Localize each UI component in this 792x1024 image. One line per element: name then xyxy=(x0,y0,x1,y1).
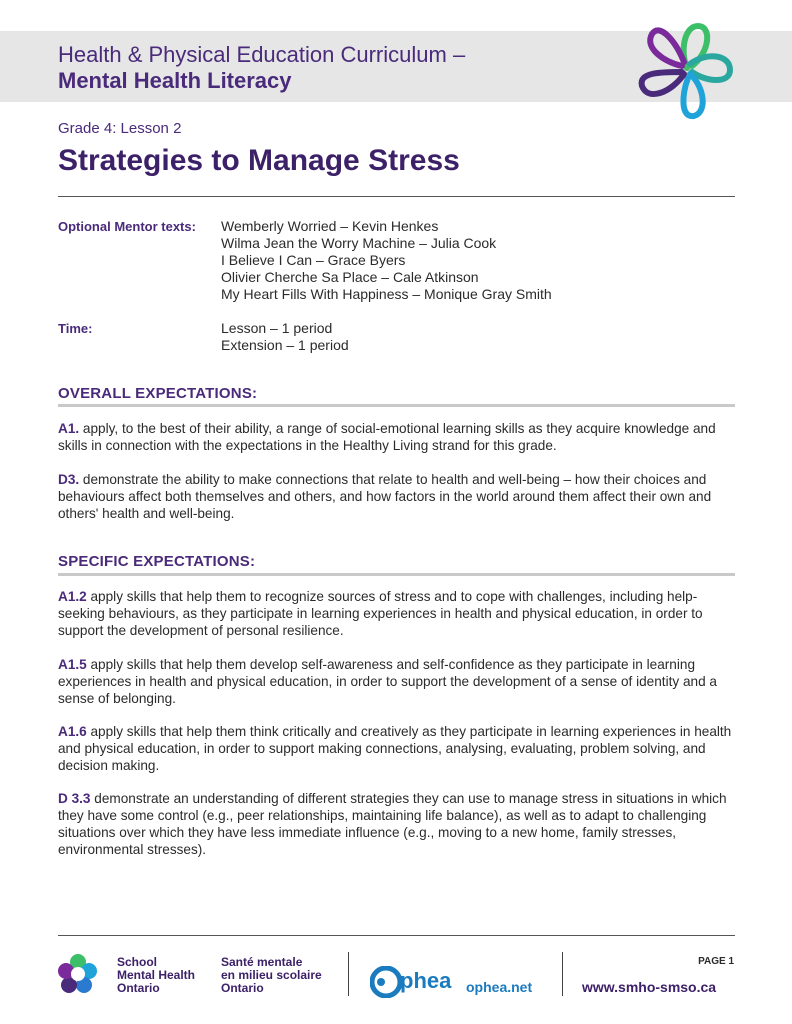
mentor-text-item: I Believe I Can – Grace Byers xyxy=(221,252,406,268)
expectation-text: demonstrate an understanding of different strategies they can use to manage stress in situations in which they have some control (e.g., peer relationships, maintaining life balance), as well as to adapt to challenging situations over which they have less immediate influence (e.g., moving to a new home, family stresses, environmental stresses). xyxy=(58,791,727,857)
mentor-text-item: My Heart Fills With Happiness – Monique Gray Smith xyxy=(221,286,552,302)
page-number: PAGE 1 xyxy=(698,956,734,967)
expectation-code: A1.2 xyxy=(58,589,87,604)
page-title: Strategies to Manage Stress xyxy=(58,144,460,177)
time-item: Lesson – 1 period xyxy=(221,320,333,336)
overall-expectations-heading: OVERALL EXPECTATIONS: xyxy=(58,385,258,402)
expectation-code: A1.5 xyxy=(58,657,87,672)
mentor-texts-list xyxy=(221,218,552,303)
expectation-text: demonstrate the ability to make connections that relate to health and well-being – how their choices and behaviours affect both themselves and others, and how factors in the world around them affect their own and others' health and well-being. xyxy=(58,472,712,521)
expectation-code: A1. xyxy=(58,421,80,436)
expectation-text: apply skills that help them develop self-awareness and self-confidence as they participate in learning experiences in health and physical education, in order to support the development of a sense of identity and a sense of belonging. xyxy=(58,657,717,706)
mentor-texts-label: Optional Mentor texts: xyxy=(58,219,196,234)
expectation-a1-2 xyxy=(58,588,735,639)
time-item: Extension – 1 period xyxy=(221,337,349,353)
ophea-wordmark: phea xyxy=(400,968,452,993)
expectation-text: apply skills that help them think critically and creatively as they participate in learning experiences in health and physical education, in order to support making connections, analysing, evaluating, problem solving, and decision making. xyxy=(58,724,732,773)
expectation-code: A1.6 xyxy=(58,724,87,739)
expectation-a1 xyxy=(58,420,735,454)
smho-footer-logo-icon xyxy=(56,952,100,996)
curriculum-subtitle: Mental Health Literacy xyxy=(58,68,292,93)
footer-divider xyxy=(58,935,735,936)
time-label: Time: xyxy=(58,321,93,336)
lesson-label: Grade 4: Lesson 2 xyxy=(58,120,182,137)
footer-separator xyxy=(562,952,563,996)
smho-logo-icon xyxy=(632,12,742,128)
website-link[interactable]: www.smho-smso.ca xyxy=(582,979,717,995)
specific-expectations-heading: SPECIFIC EXPECTATIONS: xyxy=(58,553,256,570)
ophea-logo xyxy=(370,966,454,998)
title-divider xyxy=(58,196,735,197)
mentor-text-item: Olivier Cherche Sa Place – Cale Atkinson xyxy=(221,269,479,285)
ophea-o-icon xyxy=(370,966,402,998)
ophea-link[interactable]: ophea.net xyxy=(466,979,533,995)
expectation-text: apply, to the best of their ability, a range of social-emotional learning skills as they acquire knowledge and skills in connection with the expectations in the Healthy Living strand for this grade. xyxy=(58,421,716,453)
mentor-text-item: Wilma Jean the Worry Machine – Julia Cook xyxy=(221,235,497,251)
expectation-code: D3. xyxy=(58,472,80,487)
overall-heading-rule xyxy=(58,404,735,407)
specific-heading-rule xyxy=(58,573,735,576)
expectation-a1-5 xyxy=(58,656,735,707)
curriculum-title: Health & Physical Education Curriculum – xyxy=(58,42,466,67)
time-list xyxy=(221,320,349,354)
expectation-code: D 3.3 xyxy=(58,791,91,806)
expectation-d3-3 xyxy=(58,790,735,858)
smho-name-en: School Mental Health Ontario xyxy=(117,955,196,995)
expectation-a1-6 xyxy=(58,723,735,774)
mentor-text-item: Wemberly Worried – Kevin Henkes xyxy=(221,218,439,234)
footer-separator xyxy=(348,952,349,996)
expectation-d3 xyxy=(58,471,735,522)
expectation-text: apply skills that help them to recognize sources of stress and to cope with challenges, including help-seeking behaviours, as they participate in learning experiences in health and physical education, in order to support the development of personal resilience. xyxy=(58,589,703,638)
smho-name-fr: Santé mentale en milieu scolaire Ontario xyxy=(221,955,322,995)
